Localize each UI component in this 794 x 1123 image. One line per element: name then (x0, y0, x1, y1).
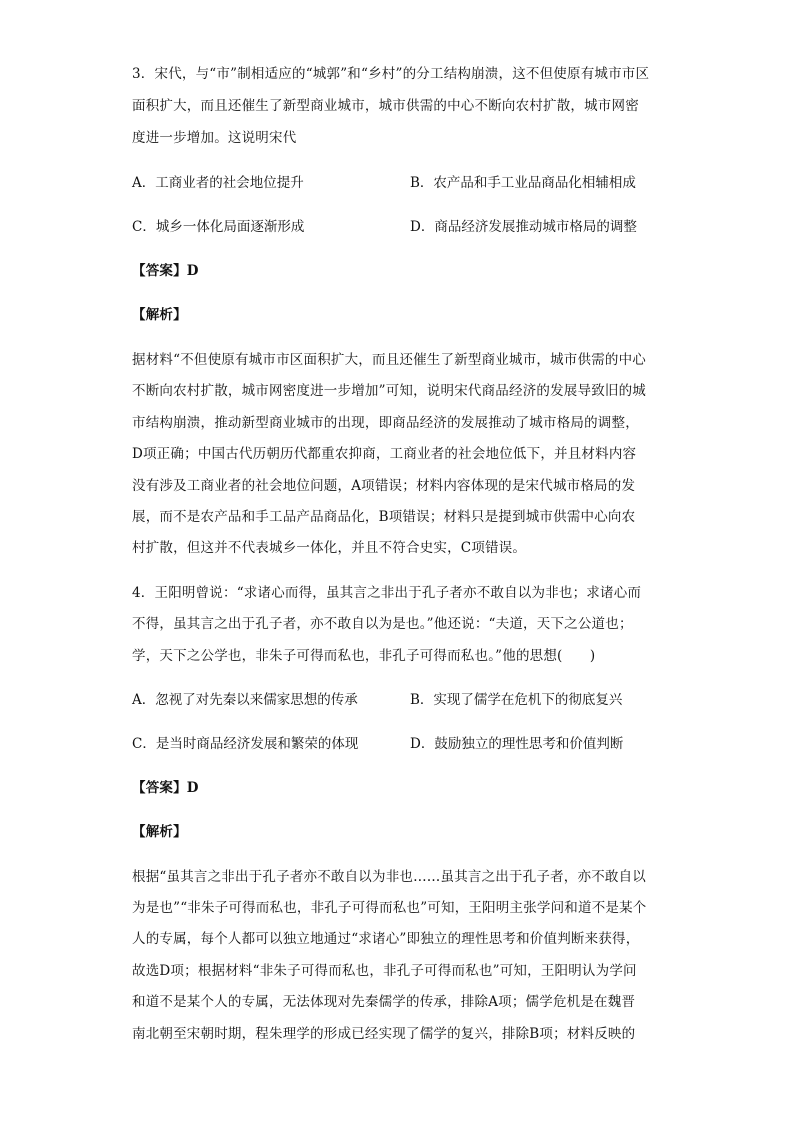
q3-answer: 【答案】D (132, 263, 199, 279)
q3-stem-line: 3．宋代，与“市”制相适应的“城郭”和“乡村”的分工结构崩溃，这不但使原有城市市区 (132, 66, 650, 82)
q3-stem-line: 度进一步增加。这说明宋代 (132, 130, 297, 146)
q3-analysis-line: 不断向农村扩散，城市网密度进一步增加”可知，说明宋代商品经济的发展导致旧的城 (132, 383, 647, 399)
q4-option-c: C．是当时商品经济发展和繁荣的体现 (132, 736, 359, 752)
q4-stem-line: 不得，虽其言之出于孔子者，亦不敢自以为是也。”他还说：“夫道，天下之公道也； (132, 616, 633, 632)
q4-analysis-line: 根据“虽其言之非出于孔子者亦不敢自以为非也……虽其言之出于孔子者，亦不敢自以 (132, 869, 647, 885)
q3-analysis-line: 村扩散，但这并不代表城乡一体化，并且不符合史实，C项错误。 (132, 540, 527, 556)
q4-analysis-line: 和道不是某个人的专属，无法体现对先秦儒学的传承，排除A项；儒学危机是在魏晋 (132, 994, 636, 1010)
q4-analysis-line: 南北朝至宋朝时期，程朱理学的形成已经实现了儒学的复兴，排除B项；材料反映的 (132, 1026, 636, 1042)
q3-analysis-line: D项正确；中国古代历朝历代都重农抑商，工商业者的社会地位低下，并且材料内容 (132, 446, 637, 462)
q3-analysis-line: 市结构崩溃，推动新型商业城市的出现，即商品经济的发展推动了城市格局的调整， (132, 415, 639, 431)
q3-analysis-line: 据材料“不但使原有城市市区面积扩大，而且还催生了新型商业城市，城市供需的中心 (132, 352, 647, 368)
q4-stem-line: 学，天下之公学也，非朱子可得而私也，非孔子可得而私也。”他的思想( ) (132, 648, 596, 664)
q4-analysis-line: 故选D项；根据材料“非朱子可得而私也，非孔子可得而私也”可知，王阳明认为学问 (132, 963, 637, 979)
q4-answer: 【答案】D (132, 780, 199, 796)
q3-analysis-line: 没有涉及工商业者的社会地位问题，A项错误；材料内容体现的是宋代城市格局的发 (132, 478, 636, 494)
q4-option-d: D．鼓励独立的理性思考和价值判断 (410, 736, 624, 752)
q3-option-d: D．商品经济发展推动城市格局的调整 (410, 219, 637, 235)
q4-analysis-line: 人的专属，每个人都可以独立地通过“求诸心”即独立的理性思考和价值判断来获得， (132, 931, 640, 947)
q3-analysis-line: 展，而不是农产品和手工品产品商品化，B项错误；材料只是提到城市供需中心向农 (132, 509, 636, 525)
q4-analysis-line: 为是也”“非朱子可得而私也，非孔子可得而私也”可知，王阳明主张学问和道不是某个 (132, 900, 647, 916)
q3-analysis-label: 【解析】 (132, 307, 187, 323)
q3-option-c: C．城乡一体化局面逐渐形成 (132, 219, 305, 235)
q3-stem-line: 面积扩大，而且还催生了新型商业城市，城市供需的中心不断向农村扩散，城市网密 (132, 98, 639, 114)
q4-stem-line: 4．王阳明曾说：“求诸心而得，虽其言之非出于孔子者亦不敢自以为非也；求诸心而 (132, 585, 642, 601)
q4-option-a: A．忽视了对先秦以来儒家思想的传承 (132, 692, 358, 708)
q4-option-b: B．实现了儒学在危机下的彻底复兴 (410, 692, 623, 708)
q3-option-a: A．工商业者的社会地位提升 (132, 175, 304, 191)
q4-analysis-label: 【解析】 (132, 824, 187, 840)
q3-option-b: B．农产品和手工业品商品化相辅相成 (410, 175, 636, 191)
